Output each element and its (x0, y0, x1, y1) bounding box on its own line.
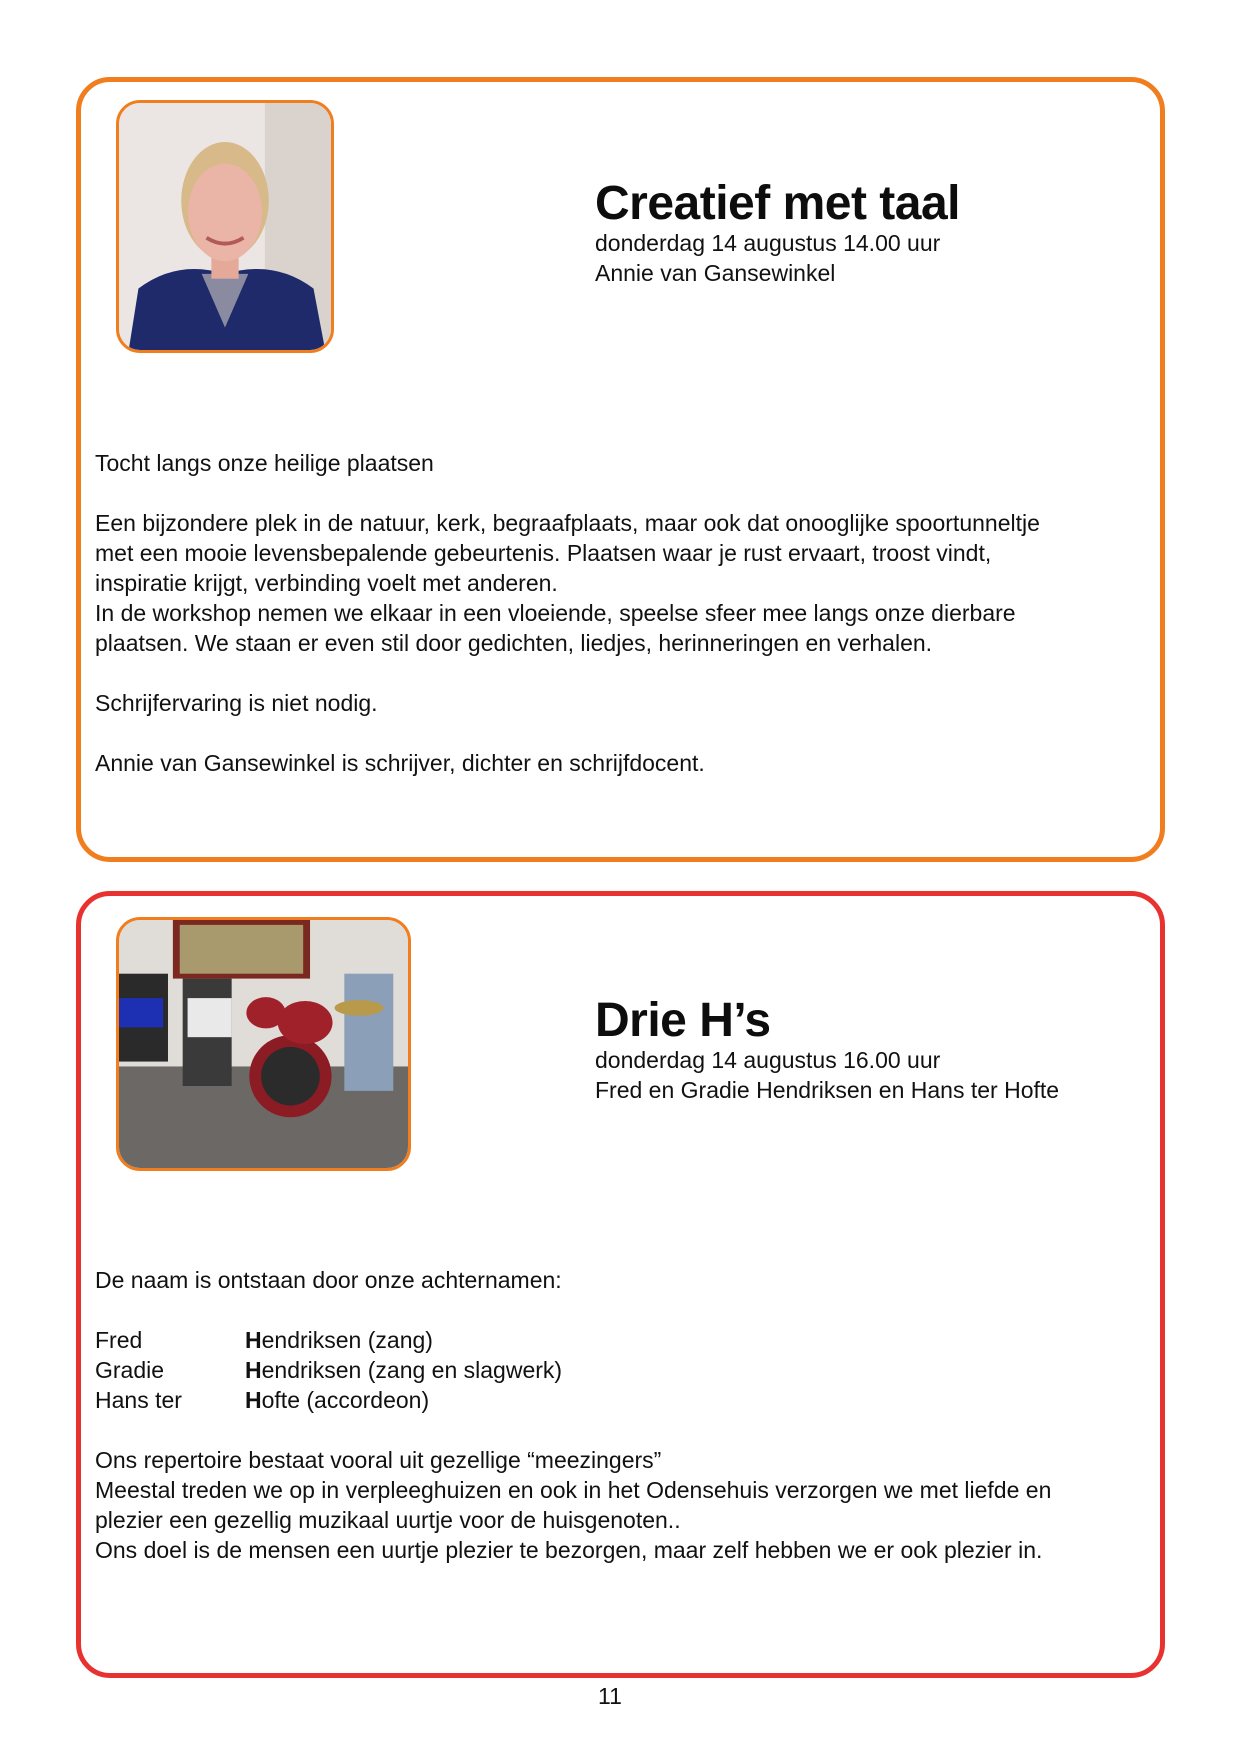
description-line: met een mooie levensbepalende gebeurtenis. Plaatsen waar je rust ervaart, troost vindt, (95, 540, 992, 566)
description-line: plezier een gezellig muzikaal uurtje voor de huisgenoten.. (95, 1507, 681, 1533)
description-line: plaatsen. We staan er even stil door gedichten, liedjes, herinneringen en verhalen. (95, 630, 933, 656)
event-date: donderdag 14 augustus 16.00 uur (595, 1047, 941, 1073)
description-line: Meestal treden we op in verpleeghuizen en ook in het Odensehuis verzorgen we met liefde en (95, 1477, 1052, 1503)
description-line: Ons repertoire bestaat vooral uit gezellige “meezingers” (95, 1447, 662, 1473)
description-intro: De naam is ontstaan door onze achternamen: (95, 1267, 562, 1293)
member-list (95, 1325, 1095, 1415)
member-role: endriksen (zang) (261, 1327, 433, 1353)
event-presenter: Annie van Gansewinkel (595, 260, 836, 286)
member-row (95, 1385, 1095, 1415)
description-body (95, 508, 1095, 658)
presenter-bio: Annie van Gansewinkel is schrijver, dichter en schrijfdocent. (95, 750, 705, 776)
member-first-name: Gradie (95, 1357, 165, 1383)
description-line: In de workshop nemen we elkaar in een vloeiende, speelse sfeer mee langs onze dierbare (95, 600, 1016, 626)
member-row (95, 1325, 1095, 1355)
event-title: Creatief met taal (595, 177, 960, 230)
member-row (95, 1355, 1095, 1385)
page-number: 11 (598, 1683, 622, 1709)
description-heading: Tocht langs onze heilige plaatsen (95, 450, 434, 476)
band-photo (116, 917, 411, 1171)
description-line: Een bijzondere plek in de natuur, kerk, begraafplaats, maar ook dat onooglijke spoortunneltje (95, 510, 1040, 536)
member-role: endriksen (zang en slagwerk) (261, 1357, 563, 1383)
description-line: inspiratie krijgt, verbinding voelt met anderen. (95, 570, 558, 596)
presenter-photo (116, 100, 334, 353)
event-date: donderdag 14 augustus 14.00 uur (595, 230, 941, 256)
member-initial: H (245, 1357, 262, 1383)
description-line: Ons doel is de mensen een uurtje plezier te bezorgen, maar zelf hebben we er ook plezier in. (95, 1537, 1043, 1563)
description-note: Schrijfervaring is niet nodig. (95, 690, 378, 716)
member-first-name: Hans ter (95, 1387, 182, 1413)
event-title: Drie H’s (595, 994, 771, 1047)
member-initial: H (245, 1327, 262, 1353)
member-first-name: Fred (95, 1327, 143, 1353)
member-initial: H (245, 1387, 262, 1413)
member-role: ofte (accordeon) (261, 1387, 430, 1413)
description-body (95, 1445, 1095, 1565)
event-presenters: Fred en Gradie Hendriksen en Hans ter Hofte (595, 1077, 1060, 1103)
